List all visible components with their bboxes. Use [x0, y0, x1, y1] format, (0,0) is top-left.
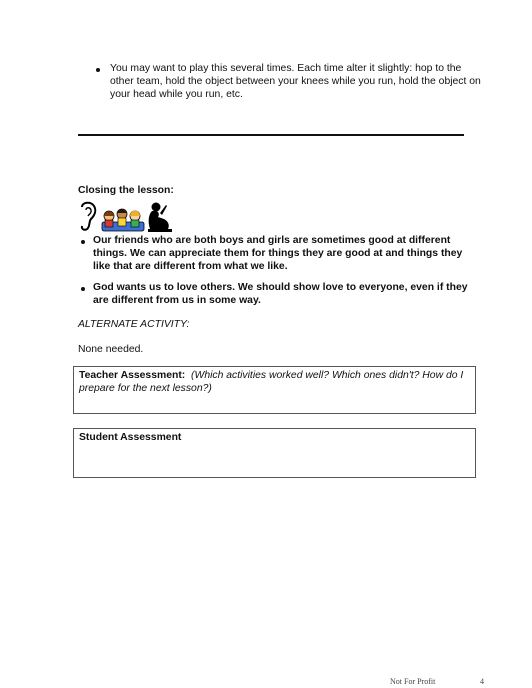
activity-tip-line: You may want to play this several times. Each time alter it slightly: hop to the [110, 63, 462, 74]
closing-point-line: things. We can appreciate them for things they are good at and things they [93, 248, 463, 259]
teacher-assessment-box[interactable] [73, 366, 476, 414]
teacher-assessment-text [79, 369, 469, 395]
bullet-marker [96, 68, 100, 72]
closing-point-line: Our friends who are both boys and girls are sometimes good at different [93, 235, 451, 246]
praying-figure-icon [148, 203, 172, 233]
activity-tip-line: other team, hold the object between your knees while you run, hold the object on [110, 76, 481, 87]
student-assessment-label: Student Assessment [79, 432, 182, 443]
closing-point-line: like that are different from what we like. [93, 261, 288, 272]
page-number: 4 [480, 677, 484, 686]
closing-point-line: God wants us to love others. We should show love to everyone, even if they [93, 282, 468, 293]
closing-point [93, 234, 478, 273]
activity-tip-line: your head while you run, etc. [110, 89, 243, 100]
alternate-activity-heading: ALTERNATE ACTIVITY: [78, 319, 190, 330]
closing-point [93, 281, 478, 307]
teacher-assessment-prompt: (Which activities worked well? Which ones didn't? How do I [191, 370, 464, 381]
teacher-assessment-prompt: prepare for the next lesson?) [79, 383, 212, 394]
ear-icon [82, 203, 95, 230]
bullet-marker [81, 287, 85, 291]
alternate-activity-body: None needed. [78, 344, 144, 355]
teacher-assessment-label: Teacher Assessment: [79, 370, 186, 381]
section-divider [78, 134, 464, 136]
children-group-icon [102, 209, 144, 231]
footer-note: Not For Profit [390, 677, 436, 686]
activity-tip-text [110, 62, 488, 101]
student-assessment-box[interactable] [73, 428, 476, 478]
bullet-marker [81, 240, 85, 244]
closing-heading: Closing the lesson: [78, 185, 174, 196]
closing-point-line: are different from us in some way. [93, 295, 261, 306]
closing-icons [78, 201, 174, 233]
